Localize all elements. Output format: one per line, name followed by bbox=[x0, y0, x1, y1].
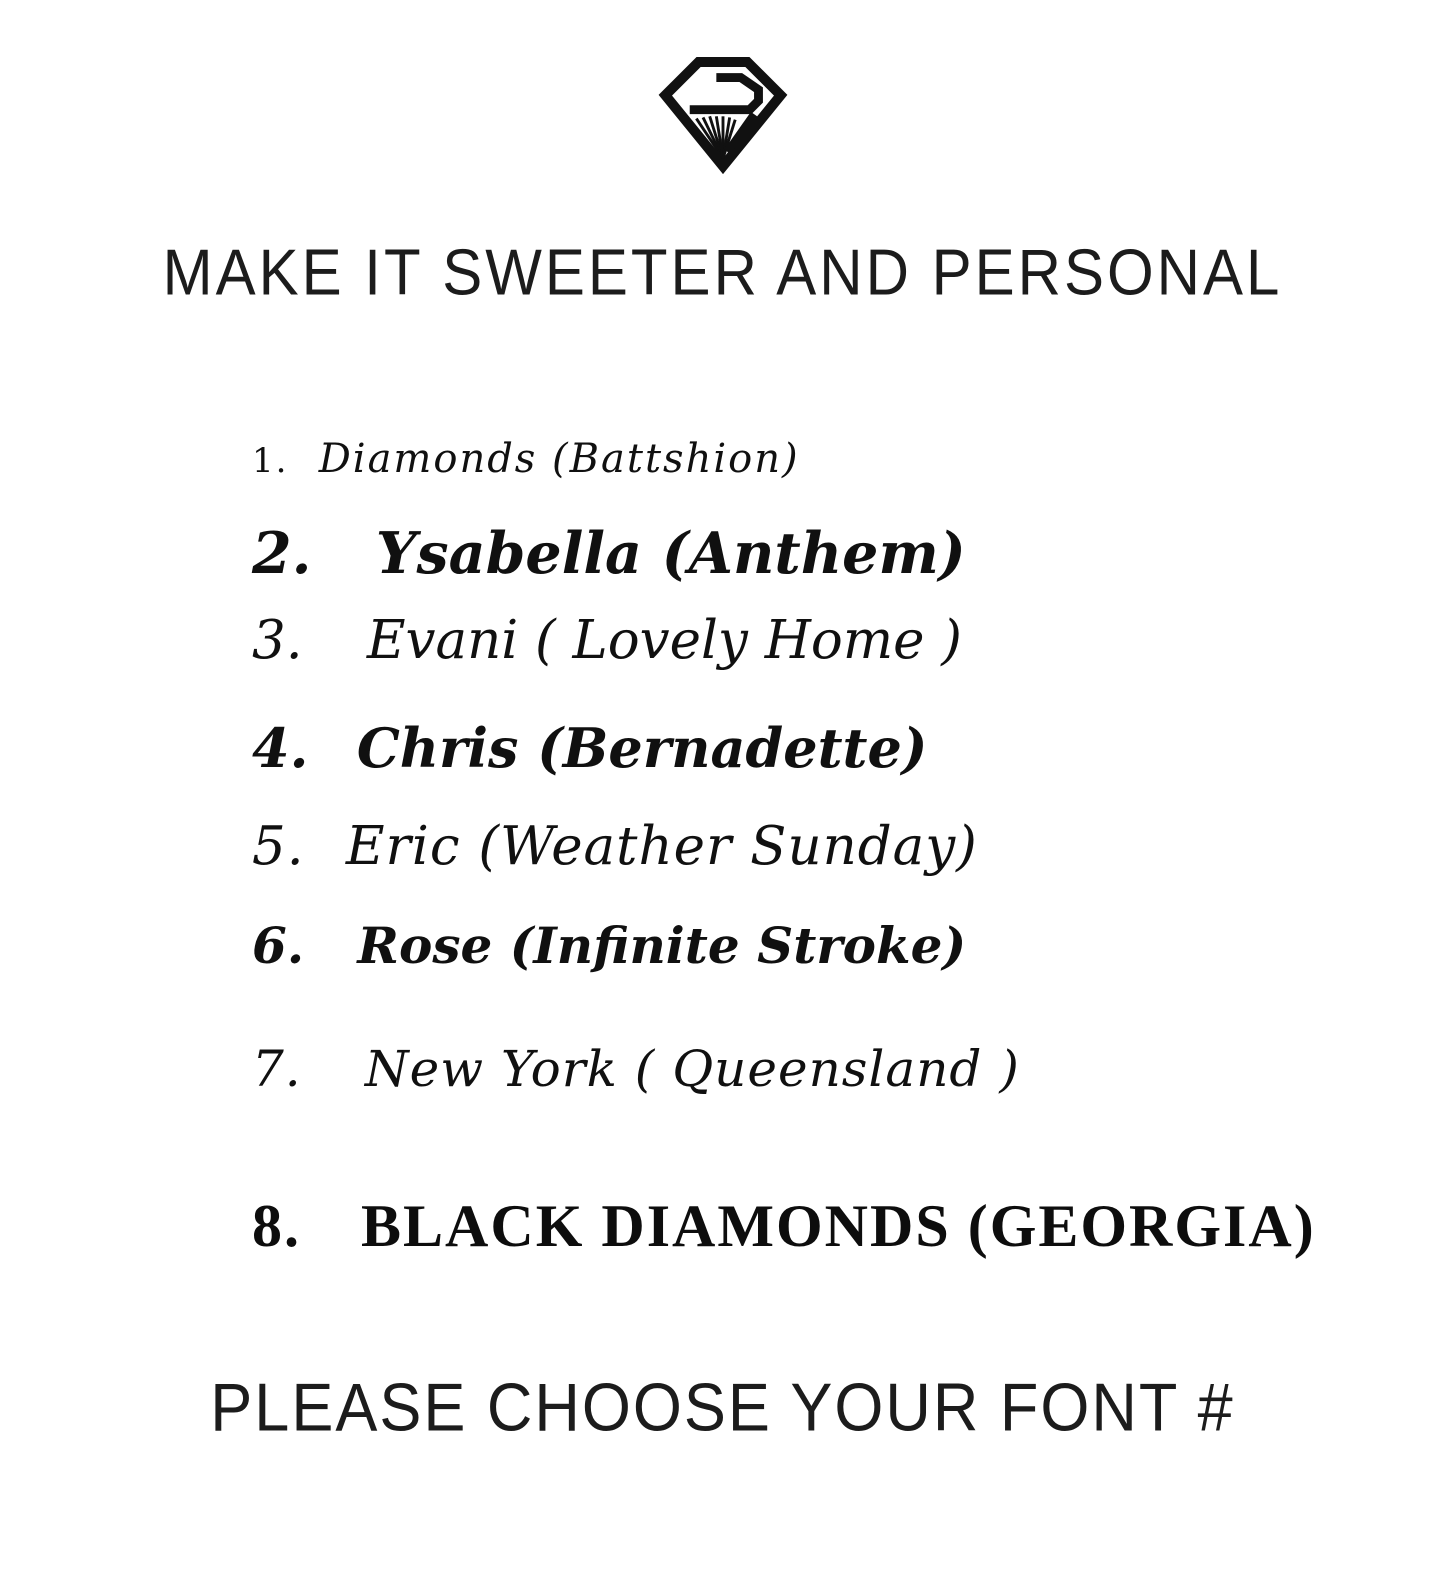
font-option-6 bbox=[252, 916, 966, 975]
font-option-6-number: 6. bbox=[252, 916, 305, 975]
font-option-2 bbox=[252, 520, 966, 587]
font-option-5 bbox=[252, 816, 978, 877]
font-option-8-label: BLACK DIAMONDS (GEORGIA) bbox=[361, 1193, 1316, 1259]
font-option-8-number: 8. bbox=[252, 1193, 301, 1259]
font-option-4-number: 4. bbox=[252, 716, 309, 780]
font-option-3-number: 3. bbox=[252, 610, 303, 671]
font-option-1-number: 1. bbox=[252, 441, 289, 481]
font-option-5-label: Eric (Weather Sunday) bbox=[345, 816, 978, 877]
font-option-6-label: Rose (Infinite Stroke) bbox=[357, 916, 967, 975]
diamond-e-logo-icon bbox=[653, 52, 793, 174]
font-option-8 bbox=[252, 1192, 1316, 1261]
page-title: MAKE IT SWEETER AND PERSONAL bbox=[162, 236, 1283, 309]
font-option-7-label: New York ( Queensland ) bbox=[364, 1040, 1020, 1098]
brand-logo bbox=[0, 52, 1445, 174]
font-option-5-number: 5. bbox=[252, 816, 305, 877]
font-option-2-number: 2. bbox=[252, 520, 312, 587]
font-option-3-label: Evani ( Lovely Home ) bbox=[366, 610, 962, 671]
choose-font-instruction: PLEASE CHOOSE YOUR FONT # bbox=[210, 1370, 1235, 1446]
font-option-4-label: Chris (Bernadette) bbox=[356, 716, 928, 780]
font-option-1 bbox=[252, 436, 800, 482]
font-option-4 bbox=[252, 716, 927, 780]
font-option-2-label: Ysabella (Anthem) bbox=[375, 520, 966, 587]
font-option-1-label: Diamonds (Battshion) bbox=[318, 436, 800, 482]
font-option-7-number: 7. bbox=[252, 1040, 302, 1098]
font-option-3 bbox=[252, 610, 962, 671]
font-option-7 bbox=[252, 1040, 1020, 1098]
